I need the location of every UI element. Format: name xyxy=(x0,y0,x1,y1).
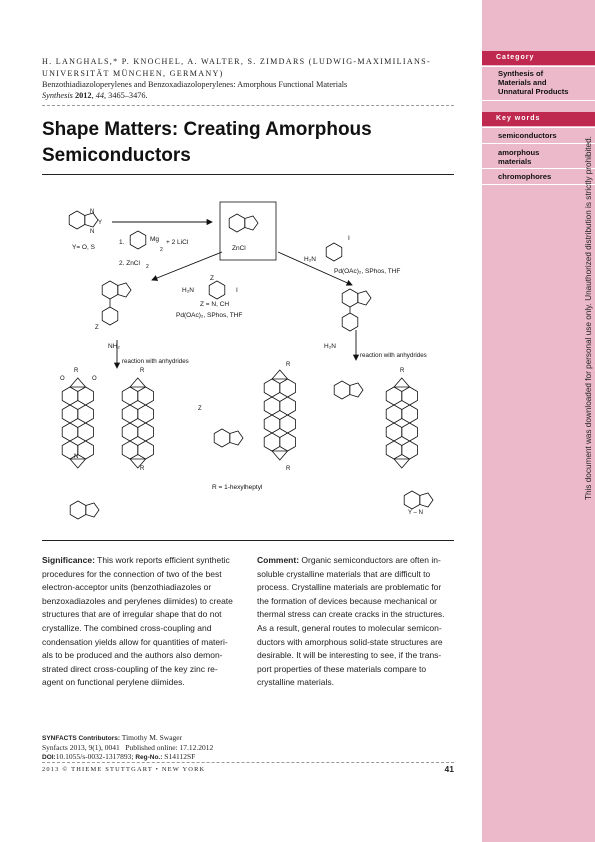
n-atom-label: N xyxy=(90,229,95,235)
synfacts-reference: Synfacts 2013, 9(1), 0041 Published online: 17.12.2012 xyxy=(42,743,214,752)
z-atom-label: Z xyxy=(210,275,214,282)
keyword-semiconductors: semiconductors xyxy=(498,131,557,140)
amine-label: H₂N xyxy=(182,287,194,294)
scheme-rule xyxy=(42,540,454,541)
authors: H. LANGHALS,* P. KNOCHEL, A. WALTER, S. ZIMDARS (LUDWIG-MAXIMILIANS- UNIVERSITÄT MÜNCHEN, GERMANY) xyxy=(42,57,431,78)
r-label: R xyxy=(140,368,145,374)
title-rule xyxy=(42,174,454,175)
sidebar-divider xyxy=(482,66,595,67)
doi-line: DOI:10.1055/s-0032-1317893; Reg-No.: S14112SF xyxy=(42,752,196,761)
sidebar-divider xyxy=(482,100,595,101)
tmp-magnesium-reagent xyxy=(130,231,146,249)
comment-paragraph: Comment: Organic semiconductors are often in- soluble crystalline materials that are difficult to process. Crystalline materials are problematic for the formation of devices because mechanical or thermal stress can create cracks in the structures. As a result, general routes to molecular semicon- ductors with amorphous solid-state structures are desirable. It will be interesting to see, if the trans- port properties of these materials compare to crystalline materials. xyxy=(257,555,445,688)
amine-intermediate-left xyxy=(102,281,131,325)
product-perylene-diimide-4 xyxy=(386,378,433,509)
z-atom-label: Z xyxy=(198,406,202,412)
anhydride-label-left: reaction with anhydrides xyxy=(122,358,189,365)
step2-label: 2. ZnCl xyxy=(119,260,140,267)
header-divider xyxy=(42,105,454,106)
o-atom-label: O xyxy=(92,376,97,382)
zncl-label: ZnCl xyxy=(232,245,246,252)
amine-label: H₂N xyxy=(324,343,336,350)
step1-subscript: 2 xyxy=(160,247,163,253)
yn-label: Y – N xyxy=(408,510,423,516)
product-perylene-diimide-3 xyxy=(264,370,363,460)
r-label: R xyxy=(400,368,405,374)
copyright: 2013 © THIEME STUTTGART • NEW YORK xyxy=(42,766,206,773)
r-label: R xyxy=(286,466,291,472)
o-atom-label: O xyxy=(60,376,65,382)
n-atom-label: N xyxy=(90,209,95,215)
sidebar-divider xyxy=(482,184,595,185)
n-atom-label: N xyxy=(74,454,79,460)
z-definition: Z = N, CH xyxy=(200,301,230,308)
y-definition: Y= O, S xyxy=(72,244,95,251)
iodo-label: I xyxy=(348,235,350,242)
reaction-scheme xyxy=(42,180,454,520)
r-label: R xyxy=(74,368,79,374)
nh2-label: NH₂ xyxy=(108,343,120,350)
keywords-heading: Key words xyxy=(482,112,595,126)
product-perylene-diimide-1 xyxy=(62,378,99,519)
contributors: SYNFACTS Contributors: Timothy M. Swager xyxy=(42,733,183,742)
page-number: 41 xyxy=(444,764,454,774)
r-label: R xyxy=(140,466,145,472)
product-perylene-diimide-2 xyxy=(122,378,243,468)
conditions-left: Pd(OAc)₂, SPhos, THF xyxy=(176,312,243,319)
source-article-title: Benzothiadiazoloperylenes and Benzoxadiazoloperylenes: Amorphous Functional Materials xyxy=(42,80,348,89)
iodo-label: I xyxy=(236,287,238,294)
page-title: Shape Matters: Creating Amorphous Semiconductors xyxy=(42,119,372,166)
zinc-reagent-structure xyxy=(229,214,258,232)
step1-mg: Mg xyxy=(150,236,160,243)
sidebar-divider xyxy=(482,143,595,144)
iodoaniline-reagent xyxy=(326,243,342,261)
step1-number: 1. xyxy=(119,239,125,246)
step1-licl: + 2 LiCl xyxy=(166,239,189,246)
conditions-right: Pd(OAc)₂, SPhos, THF xyxy=(334,268,401,275)
step2-subscript: 2 xyxy=(146,264,149,270)
y-atom-label: Y xyxy=(98,220,103,226)
z-atom-label: Z xyxy=(95,325,99,331)
distribution-notice: This document was downloaded for personal use only. Unauthorized distribution is strictly prohibited. xyxy=(584,136,593,500)
sidebar-divider xyxy=(482,127,595,128)
amine-label: H₂N xyxy=(304,256,316,263)
r-definition: R = 1-hexylheptyl xyxy=(212,484,263,491)
amine-intermediate-right xyxy=(342,289,371,331)
sidebar-divider xyxy=(482,168,595,169)
footer-divider xyxy=(42,762,454,763)
category-heading: Category xyxy=(482,51,595,65)
zinc-reagent-box xyxy=(220,202,276,260)
keyword-amorphous-materials: amorphous materials xyxy=(498,148,540,166)
iodoaryl-reagent xyxy=(209,281,225,299)
category-value: Synthesis of Materials and Unnatural Products xyxy=(498,69,569,96)
significance-paragraph: Significance: This work reports efficient synthetic procedures for the connection of two of the best electron-acceptor units (benzothiadiazoles or benzoxadiazoles and perylenes diimides) to create structures that are of irregular shape that do not crystallize. The combined cross-coupling and condensation yields allow for quantities of materi- als to be produced and the authors also demon- strated direct cross-coupling of the key zinc re- agent on functional perylene diimides. xyxy=(42,555,233,688)
citation: Synthesis 2012, 44, 3465–3476. xyxy=(42,91,148,100)
r-label: R xyxy=(286,362,291,368)
anhydride-label-right: reaction with anhydrides xyxy=(360,352,427,359)
keyword-chromophores: chromophores xyxy=(498,172,552,181)
